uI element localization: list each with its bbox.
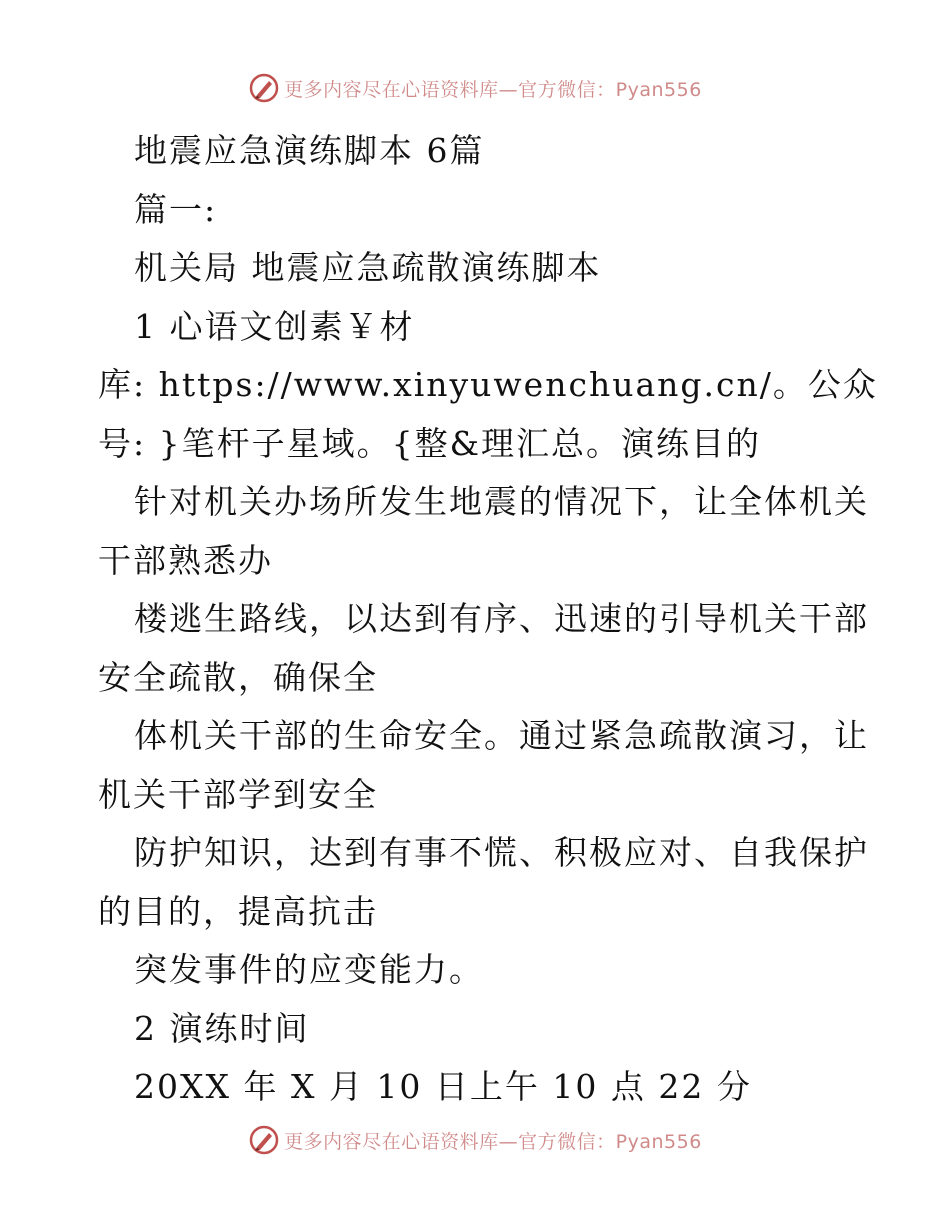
text-line: 的目的，提高抗击 [98,891,378,931]
pen-logo-icon [248,72,280,104]
text-line: 地震应急演练脚本 6篇 [134,131,485,170]
text-line: 安全疏散，确保全 [98,657,378,697]
text-line: 篇一: [134,189,218,229]
text-line: 楼逃生路线，以达到有序、迅速的引导机关干部 [134,599,869,638]
text-line: 防护知识，达到有事不慌、积极应对、自我保护 [134,833,869,872]
text-line: 机关局 地震应急疏散演练脚本 [134,248,602,287]
text-line: 机关干部学到安全 [98,774,378,814]
text-line: 1 心语文创素￥材 [134,306,415,346]
text-line: 2 演练时间 [134,1008,310,1048]
text-line: 针对机关办场所发生地震的情况下，让全体机关 [134,482,869,521]
text-line: 号: }笔杆子星域。{整&理汇总。演练目的 [98,423,761,463]
pen-logo-icon [248,1124,280,1156]
text-line: 20XX 年 X 月 10 日上午 10 点 22 分 [134,1067,752,1106]
text-line: 库: https://www.xinyuwenchuang.cn/。公众 [98,365,878,404]
footer-banner-text: 更多内容尽在心语资料库—官方微信：Pyan556 [284,1130,702,1153]
document-body [98,122,878,1117]
text-line: 突发事件的应变能力。 [134,950,484,989]
header-banner-text: 更多内容尽在心语资料库—官方微信：Pyan556 [284,78,702,101]
text-line: 干部熟悉办 [98,540,273,580]
footer-banner [0,1120,950,1160]
text-line: 体机关干部的生命安全。通过紧急疏散演习，让 [134,716,869,755]
header-banner [0,68,950,108]
